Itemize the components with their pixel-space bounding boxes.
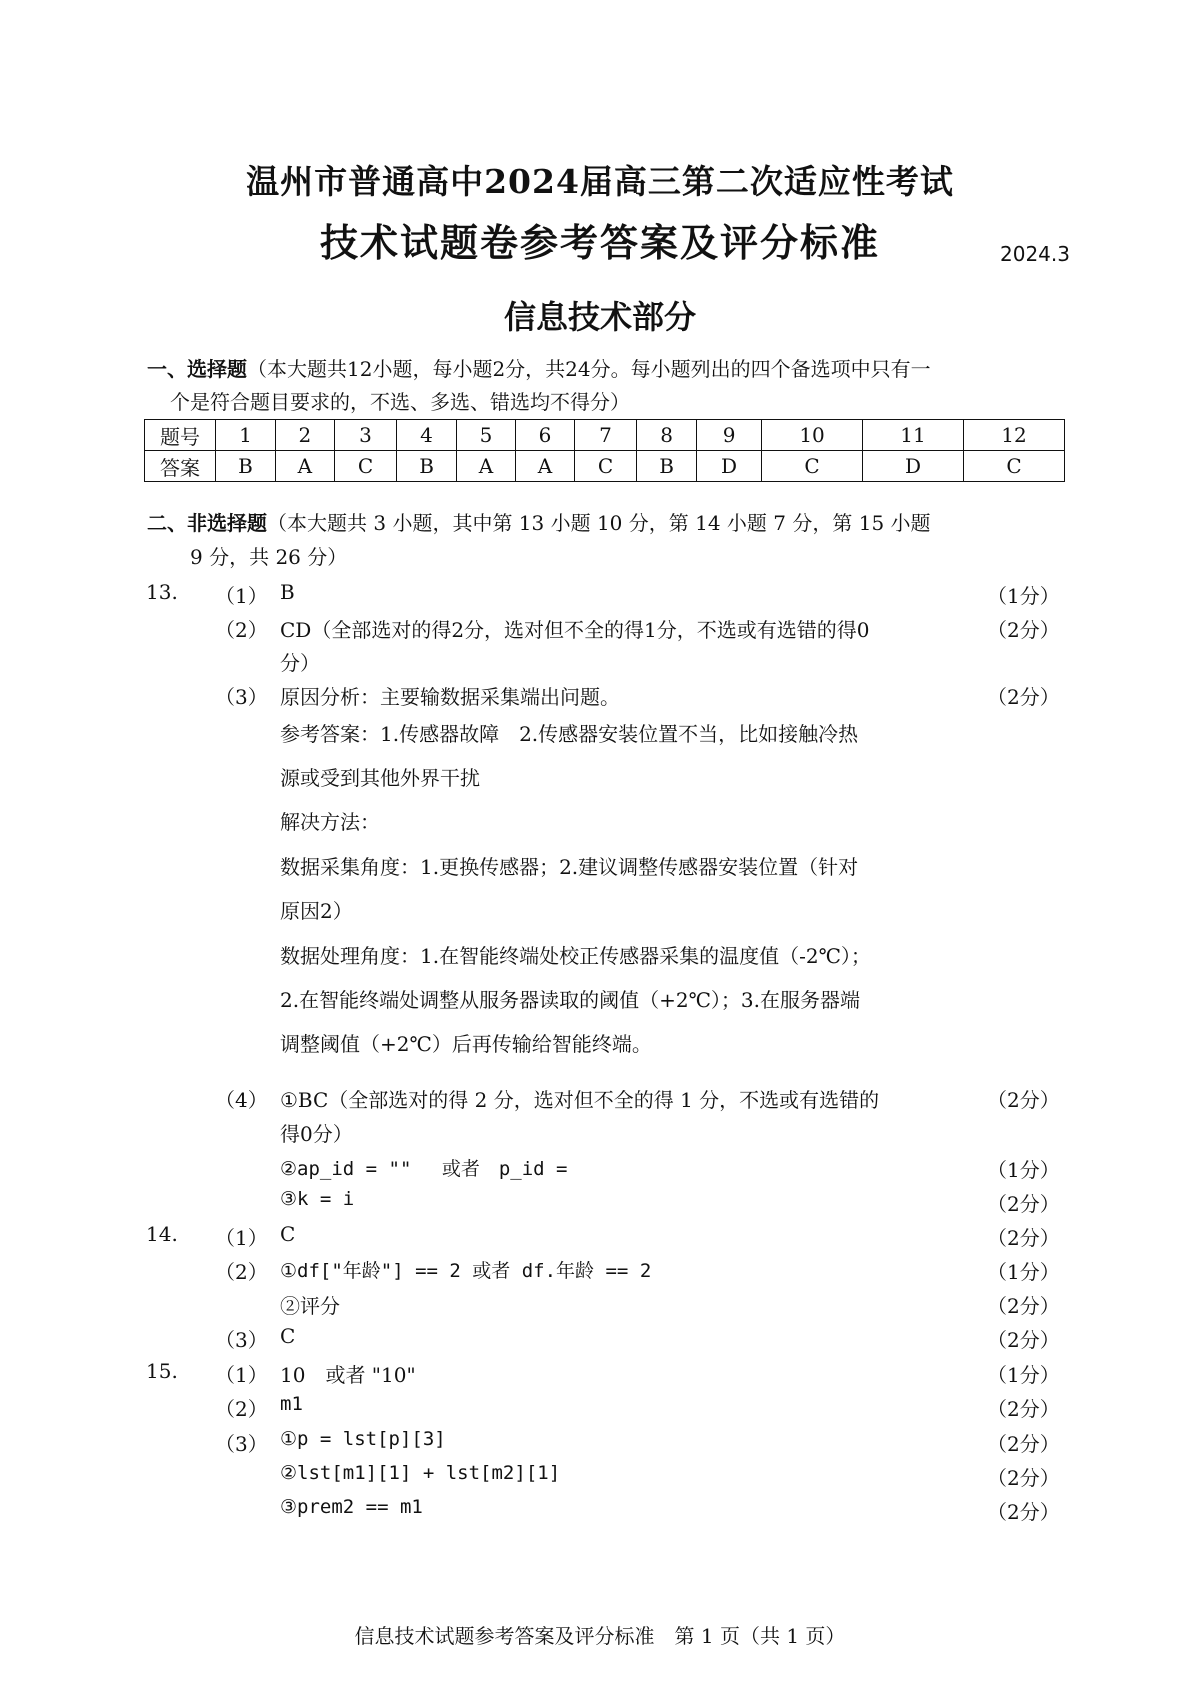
q13-p5: 原因2）: [280, 899, 353, 923]
part1-desc-line2: 个是符合题目要求的，不选、多选、错选均不得分）: [170, 390, 630, 414]
q13-part4-blank3: [0, 1188, 1200, 1222]
exam-date: 2024.3: [1000, 242, 1070, 266]
points: （1分）: [987, 1260, 1060, 1284]
q15-part3-blank3: [0, 1496, 1200, 1530]
part2-heading: 二、非选择题: [147, 511, 267, 535]
table-cell: 7: [574, 420, 636, 451]
answer-text: CD（全部选对的得2分，选对但不全的得1分，不选或有选错的得0: [280, 618, 870, 642]
row-label-question: 题号: [145, 420, 216, 451]
table-cell: A: [457, 451, 516, 482]
q13-part4: [0, 1084, 1200, 1118]
table-cell: C: [963, 451, 1064, 482]
q13-p6: 数据处理角度：1.在智能终端处校正传感器采集的温度值（-2℃）；: [280, 944, 871, 968]
answer-text: B: [280, 580, 295, 604]
answer-text: ②lst[m1][1] + lst[m2][1]: [280, 1462, 561, 1484]
answer-text: m1: [280, 1393, 303, 1415]
sub-question-label: （3）: [215, 685, 268, 709]
points: （1分）: [987, 1363, 1060, 1387]
sub-question-label: （3）: [215, 1432, 268, 1456]
answer-text: ②评分: [280, 1294, 340, 1318]
sub-question-label: （1）: [215, 1226, 268, 1250]
part1-heading: 一、选择题: [147, 357, 247, 381]
answer-text: ①BC（全部选对的得 2 分，选对但不全的得 1 分，不选或有选错的: [280, 1088, 880, 1112]
answer-text: 10 或者 "10": [280, 1363, 416, 1387]
q14-part2-blank2: [0, 1290, 1200, 1324]
sub-question-label: （1）: [215, 584, 268, 608]
points: （2分）: [987, 1500, 1060, 1524]
points: （2分）: [987, 1226, 1060, 1250]
table-cell: D: [697, 451, 762, 482]
points: （2分）: [987, 1088, 1060, 1112]
exam-title: 温州市普通高中2024届高三第二次适应性考试: [246, 162, 954, 201]
table-cell: 3: [334, 420, 396, 451]
q13-p4: 数据采集角度：1.更换传感器；2.建议调整传感器安装位置（针对: [280, 855, 859, 879]
points: （1分）: [987, 1158, 1060, 1182]
row-label-answer: 答案: [145, 451, 216, 482]
table-cell: D: [863, 451, 964, 482]
answer-text: 原因分析：主要输数据采集端出问题。: [280, 685, 620, 709]
part1-desc-line1: 一、选择题（本大题共12小题，每小题2分，共24分。每小题列出的四个备选项中只有一: [147, 357, 931, 381]
q15-part3-blank2: [0, 1462, 1200, 1496]
q13-part1: [0, 580, 1200, 614]
table-cell: 5: [457, 420, 516, 451]
table-cell: 4: [397, 420, 457, 451]
points: （2分）: [987, 1192, 1060, 1216]
sub-question-label: （2）: [215, 1397, 268, 1421]
table-cell: 11: [863, 420, 964, 451]
table-cell: C: [574, 451, 636, 482]
points: （2分）: [987, 1466, 1060, 1490]
points: （2分）: [987, 618, 1060, 642]
table-cell: 2: [275, 420, 334, 451]
q13-p7: 2.在智能终端处调整从服务器读取的阈值（+2℃）；3.在服务器端: [280, 988, 861, 1012]
answer-text: ③prem2 == m1: [280, 1496, 423, 1518]
q15-part2: [0, 1393, 1200, 1427]
points: （2分）: [987, 1328, 1060, 1352]
table-cell: 1: [216, 420, 276, 451]
table-cell: 12: [963, 420, 1064, 451]
points: （1分）: [987, 584, 1060, 608]
table-cell: C: [762, 451, 863, 482]
part2-desc-line2: 9 分，共 26 分）: [190, 545, 348, 569]
answer-table-question-row: [145, 420, 1065, 451]
part2-desc-line1: 二、非选择题（本大题共 3 小题，其中第 13 小题 10 分，第 14 小题 7 分，第 15 小题: [147, 511, 931, 535]
table-cell: 8: [637, 420, 697, 451]
sub-question-label: （2）: [215, 1260, 268, 1284]
question-number: 13.: [146, 580, 178, 604]
q14-part2: [0, 1256, 1200, 1290]
answer-text: ①df["年龄"] == 2 或者 df.年龄 == 2: [280, 1260, 652, 1282]
table-cell: A: [515, 451, 574, 482]
points: （2分）: [987, 1432, 1060, 1456]
q13-p3: 解决方法：: [280, 810, 380, 834]
table-cell: 9: [697, 420, 762, 451]
q14-part1: [0, 1222, 1200, 1256]
answer-text: C: [280, 1324, 296, 1348]
table-cell: 6: [515, 420, 574, 451]
exam-subtitle: 技术试题卷参考答案及评分标准: [319, 220, 880, 265]
points: （2分）: [987, 1397, 1060, 1421]
table-cell: 10: [762, 420, 863, 451]
answer-text: ②ap_id = "" 或者 p_id =: [280, 1158, 568, 1180]
points: （2分）: [987, 685, 1060, 709]
answer-text: ①p = lst[p][3]: [280, 1428, 446, 1450]
q13-p8: 调整阈值（+2℃）后再传输给智能终端。: [280, 1032, 652, 1056]
sub-question-label: （4）: [215, 1088, 268, 1112]
q13-part2-cont: [0, 647, 1200, 681]
table-cell: A: [275, 451, 334, 482]
table-cell: B: [216, 451, 276, 482]
sub-question-label: （2）: [215, 618, 268, 642]
q13-part2: [0, 614, 1200, 648]
question-number: 14.: [146, 1222, 178, 1246]
answer-text: ③k = i: [280, 1188, 355, 1210]
answer-text: 分）: [280, 651, 320, 675]
table-cell: B: [637, 451, 697, 482]
q13-part3: [0, 681, 1200, 715]
q14-part3: [0, 1324, 1200, 1358]
table-cell: B: [397, 451, 457, 482]
table-cell: C: [334, 451, 396, 482]
q15-part3: [0, 1428, 1200, 1462]
q13-part4-blank2: [0, 1154, 1200, 1188]
sub-question-label: （3）: [215, 1328, 268, 1352]
q15-part1: [0, 1359, 1200, 1393]
section-title: 信息技术部分: [503, 298, 696, 336]
page-footer: 信息技术试题参考答案及评分标准 第 1 页（共 1 页）: [354, 1624, 846, 1648]
answer-text: 得0分）: [280, 1122, 353, 1146]
q13-part4-cont: [0, 1118, 1200, 1152]
answer-text: C: [280, 1222, 296, 1246]
answer-table: [144, 419, 1065, 482]
question-number: 15.: [146, 1359, 178, 1383]
q13-p2: 源或受到其他外界干扰: [280, 766, 480, 790]
sub-question-label: （1）: [215, 1363, 268, 1387]
answer-table-answer-row: [145, 451, 1065, 482]
q13-p1: 参考答案：1.传感器故障 2.传感器安装位置不当，比如接触冷热: [280, 722, 859, 746]
points: （2分）: [987, 1294, 1060, 1318]
